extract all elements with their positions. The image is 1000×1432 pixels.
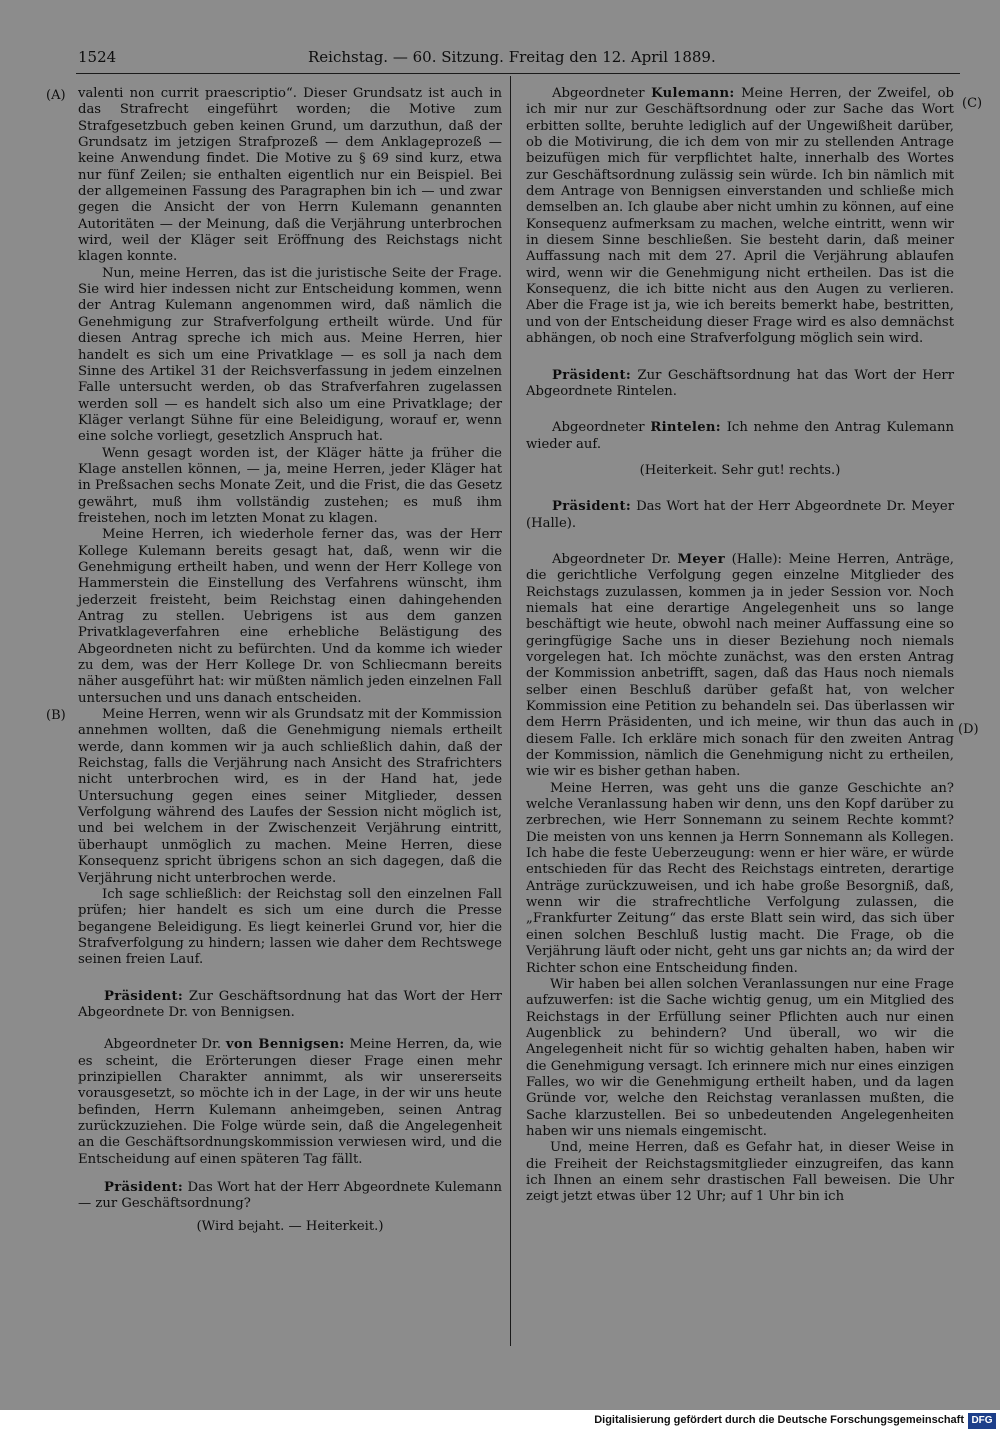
- speech-text: Meine Herren, da, wie es scheint, die Erörterungen dieser Frage einen mehr prinzipiellen Charakter annimmt, als wir unsererseits vorausgesetzt, so möchte ich in der Lage, in der wir uns heute befinden, Herrn Kulemann anheimgeben, seinen Antrag zurückzuziehen. Die Folge würde sein, daß die Angelegenheit an die Geschäftsordnungskommission verwiesen wird, und die Entscheidung auf einen späteren Tag fällt.: [78, 1037, 502, 1167]
- speaker-intro: Abgeordneter: [552, 420, 645, 436]
- speaker-place: (Halle):: [731, 551, 782, 567]
- paragraph: Meine Herren, ich wiederhole ferner das, was der Herr Kollege Kulemann bereits gesagt hat, daß, wenn wir die Genehmigung ertheilt haben, und wenn der Herr Kollege von Hammerstein die Einstellung des Verfahrens wünscht, ihm jederzeit freisteht, beim Reichstag einen dahingehenden Antrag zu stellen. Uebrigens ist aus dem ganzen Privatklageverfahren eine erhebliche Belästigung des Abgeordneten nicht zu befürchten. Und da komme ich wieder zu dem, was der Herr Kollege Dr. von Schliecmann bereits näher ausgeführt hat: wir müßten nämlich jeden einzelnen Fall untersuchen und uns danach entscheiden.: [78, 527, 502, 706]
- paragraph: Wir haben bei allen solchen Veranlassungen nur eine Frage aufzuwerfen: ist die Sache wichtig genug, um ein Mitglied des Reichstags in der Erfüllung seiner Pflichten auch nur einen Augenblick zu behindern? Und überall, wo wir die Angelegenheit nicht für so wichtig gehalten haben, haben wir die Genehmigung versagt. Ich erinnere mich nur eines einzigen Falles, wo wir die Genehmigung ertheilt haben, und da lagen Gründe vor, welche den Reichstag veranlassen mußten, die Sache klarzustellen. Bei so unbedeutenden Angelegenheiten haben wir uns niemals eingemischt.: [526, 976, 954, 1139]
- speaker-intro: Abgeordneter: [552, 86, 645, 101]
- speaker-name: Kulemann:: [651, 86, 735, 101]
- speech-text: Meine Herren, der Zweifel, ob ich mir nur zur Geschäftsordnung oder zur Sache das Wort erbitten sollte, beruhte lediglich auf der Ungewißheit darüber, ob die Motivirung, die ich dem von mir zu stellenden Antrage beizufügen mich für verpflichtet halte, innerhalb des Wortes zur Geschäftsordnung zulässig sein würde. Ich bin nämlich mit dem Antrage von Bennigsen einverstanden und schließe mich demselben an. Ich glaube aber nicht umhin zu können, auf eine Konsequenz aufmerksam zu machen, welche eintritt, wenn wir in diesem Sinne beschließen. Sie besteht darin, daß meiner Auffassung nach mit dem 27. April die Verjährung ablaufen wird, wenn wir die Genehmigung nicht ertheilen. Das ist die Konsequenz, die ich bitte nicht aus den Augen zu verlieren. Aber die Frage ist ja, wie ich bereits bemerkt habe, bestritten, und von der Entscheidung dieser Frage wird es also demnächst abhängen, ob noch eine Strafverfolgung möglich sein wird.: [526, 86, 954, 347]
- speaker-name: Präsident:: [552, 499, 632, 515]
- left-column: [78, 86, 502, 1235]
- speech-text: Das Wort hat der Herr Abgeordnete Dr. Meyer (Halle).: [526, 499, 954, 531]
- paragraph: valenti non currit praescriptio“. Dieser Grundsatz ist auch in das Strafrecht eingeführt worden; die Motive zum Strafgesetzbuch geben keinen Grund, um darzuthun, daß der Grundsatz im jetzigen Strafprozeß — dem Anklageprozeß — keine Anwendung findet. Die Motive zu § 69 sind kurz, etwa nur fünf Zeilen; sie enthalten eigentlich nur ein Beispiel. Bei der allgemeinen Fassung des Paragraphen bin ich — und zwar gegen die Ansicht der von Herrn Kulemann genannten Autoritäten — der Meinung, daß die Verjährung unterbrochen wird, weil der Kläger seit Eröffnung des Reichstags nicht klagen konnte.: [78, 86, 502, 265]
- right-column: [526, 86, 954, 1206]
- stage-direction: (Wird bejaht. — Heiterkeit.): [196, 1218, 384, 1234]
- paragraph: Wenn gesagt worden ist, der Kläger hätte ja früher die Klage anstellen können, — ja, meine Herren, jeder Kläger hat in Preßsachen sechs Monate Zeit, und die Frist, die das Gesetz gewährt, muß ihm vollständig zustehen; es muß ihm freistehen, noch im letzten Monat zu klagen.: [78, 445, 502, 526]
- funding-credit: Digitalisierung gefördert durch die Deutsche Forschungsgemeinschaft: [594, 1414, 964, 1426]
- page-header: [78, 44, 718, 70]
- speaker-name: von Bennigsen:: [225, 1037, 345, 1053]
- column-divider: [510, 76, 511, 1346]
- speech-rintelen: [526, 420, 954, 453]
- speaker-name: Meyer: [677, 551, 725, 567]
- speech-text: Das Wort hat der Herr Abgeordnete Kulemann — zur Geschäftsordnung?: [78, 1180, 502, 1212]
- footer-bar: [0, 1410, 1000, 1432]
- speech-president: [78, 1180, 502, 1213]
- page-number: 1524: [78, 48, 117, 66]
- paragraph: Ich sage schließlich: der Reichstag soll den einzelnen Fall prüfen; hier handelt es sich um eine durch die Presse begangene Beleidigung. Es liegt keinerlei Grund vor, hier die Strafverfolgung zu hindern; lassen wie daher dem Rechtswege seinen freien Lauf.: [78, 886, 502, 968]
- speech-text: Meine Herren, Anträge, die gerichtliche Verfolgung gegen einzelne Mitglieder des Reichstags zuzulassen, kommen ja in jeder Session vor. Noch niemals hat eine derartige Angelegenheit uns so lange beschäftigt wie heute, obwohl nach meiner Auffassung eine so geringfügige Sache uns in dieser Beziehung noch niemals vorgelegen hat. Ich möchte zunächst, was den ersten Antrag der Kommission anbetrifft, sagen, daß das Haus noch niemals selber einen Beschluß darüber gefaßt hat, von welcher Kommission eine Petition zu behandeln sei. Das überlassen wir dem Herrn Präsidenten, und ich meine, wir thun das auch in diesem Falle. Ich erkläre mich sonach für den zweiten Antrag der Kommission, nämlich die Genehmigung nicht zu ertheilen, wie wir es bisher gethan haben.: [526, 551, 954, 780]
- margin-marker-b: (B): [46, 708, 66, 723]
- speech-kulemann: [526, 86, 954, 348]
- margin-marker-a: (A): [46, 88, 66, 103]
- paragraph: Meine Herren, was geht uns die ganze Geschichte an? welche Veranlassung haben wir denn, uns den Kopf darüber zu zerbrechen, wie Herr Sonnemann zu seinem Rechte kommt? Die meisten von uns kennen ja Herrn Sonnemann als Kollegen. Ich habe die feste Ueberzeugung: wenn er hier wäre, er würde entschieden für das Recht des Reichstags eintreten, derartige Anträge zurückzuweisen, und ich habe große Besorgniß, daß, wenn wir die strafrechtliche Verfolgung zulassen, die „Frankfurter Zeitung“ das erste Blatt sein wird, das sich über einen solchen Beschluß lustig macht. Die Frage, ob die Verjährung läuft oder nicht, geht uns gar nichts an; da wird der Richter schon eine Entscheidung finden.: [526, 780, 954, 976]
- paragraph: Und, meine Herren, daß es Gefahr hat, in dieser Weise in die Freiheit der Reichstagsmitglieder einzugreifen, das kann ich Ihnen an einem sehr drastischen Fall beweisen. Die Uhr zeigt jetzt etwas über 12 Uhr; auf 1 Uhr bin ich: [526, 1140, 954, 1205]
- speech-bennigsen: [78, 1037, 502, 1168]
- speaker-name: Präsident:: [104, 1180, 184, 1195]
- running-title: Reichstag. — 60. Sitzung. Freitag den 12. April 1889.: [308, 48, 716, 66]
- speech-president: [526, 499, 954, 532]
- speaker-name: Präsident:: [552, 367, 632, 383]
- paragraph: Meine Herren, wenn wir als Grundsatz mit der Kommission annehmen wollten, daß die Genehmigung niemals ertheilt werde, dann kommen wir ja auch schließlich dahin, daß der Reichstag, falls die Verjährung nach Ansicht des Strafrichters nicht unterbrochen wird, es in der Hand hat, jede Untersuchung gegen eines seiner Mitglieder, dessen Verfolgung während des Laufes der Session nicht möglich ist, und bei welchem in der Zwischenzeit Verjährung eintritt, überhaupt unmöglich zu machen. Meine Herren, diese Konsequenz spricht übrigens schon an sich dagegen, daß die Verjährung nicht unterbrochen werde.: [78, 707, 502, 886]
- speaker-intro: Abgeordneter Dr.: [552, 551, 671, 567]
- speech-text: Zur Geschäftsordnung hat das Wort der Herr Abgeordnete Rintelen.: [526, 367, 954, 399]
- speech-text: Zur Geschäftsordnung hat das Wort der Herr Abgeordnete Dr. von Bennigsen.: [78, 988, 502, 1020]
- speech-meyer: [526, 552, 954, 781]
- header-rule: [76, 73, 960, 74]
- speaker-name: Rintelen:: [650, 420, 721, 436]
- speech-text: Ich nehme den Antrag Kulemann wieder auf.: [526, 420, 954, 452]
- margin-marker-d: (D): [958, 722, 979, 737]
- speech-president: [526, 368, 954, 401]
- speaker-intro: Abgeordneter Dr.: [104, 1037, 222, 1053]
- speaker-name: Präsident:: [104, 988, 184, 1004]
- speech-president: [78, 989, 502, 1022]
- stage-direction: (Heiterkeit. Sehr gut! rechts.): [639, 462, 841, 478]
- paragraph: Nun, meine Herren, das ist die juristische Seite der Frage. Sie wird hier indessen nicht zur Entscheidung kommen, wenn der Antrag Kulemann angenommen wird, daß nämlich die Genehmigung zur Strafverfolgung ertheilt würde. Und für diesen Antrag spreche ich mich aus. Meine Herren, hier handelt es sich um eine Privatklage — es soll ja nach dem Sinne des Artikel 31 der Reichsverfassung in jedem einzelnen Falle untersucht werden, ob das Strafverfahren zugelassen werden soll — es handelt sich also um eine Privatklage; der Kläger verlangt Sühne für eine Beleidigung, worauf er, wenn eine solche vorliegt, gesetzlich Anspruch hat.: [78, 265, 502, 445]
- dfg-logo: DFG: [968, 1413, 996, 1429]
- margin-marker-c: (C): [962, 96, 983, 111]
